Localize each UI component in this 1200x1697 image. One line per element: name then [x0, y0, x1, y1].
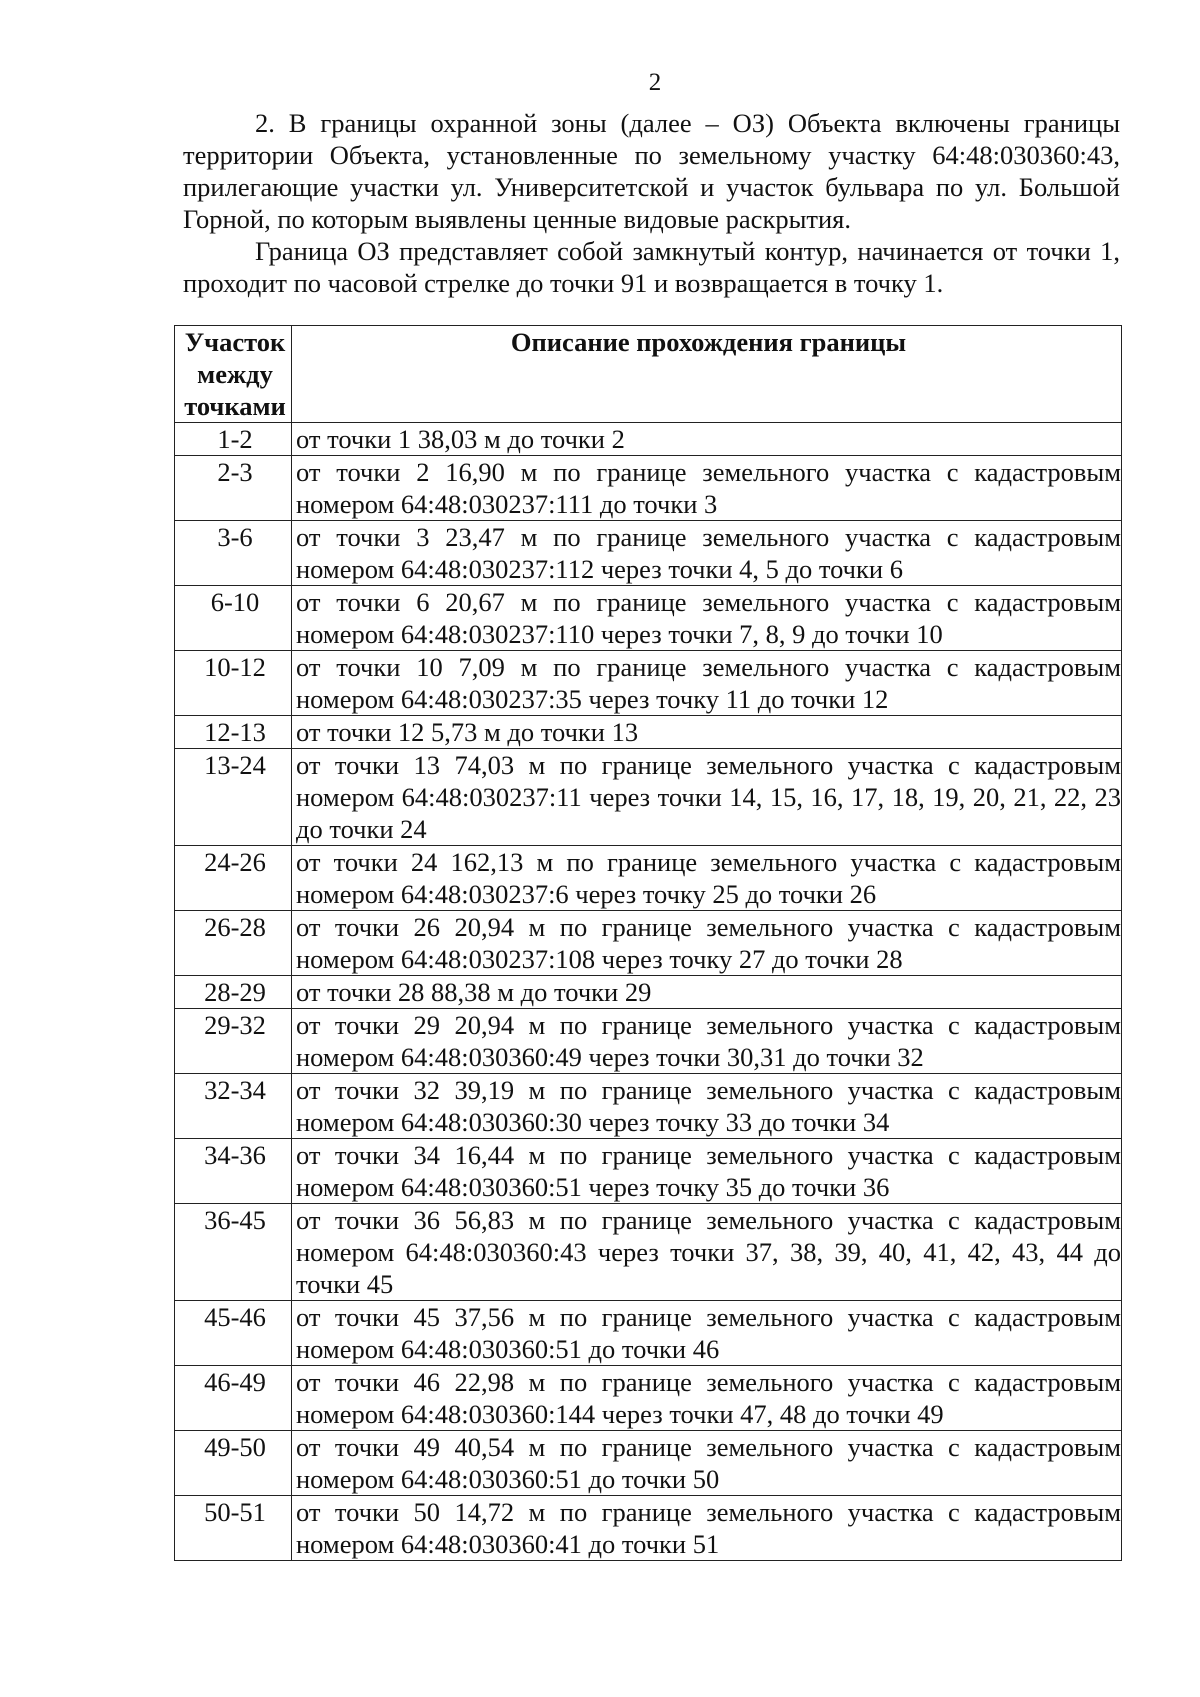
description-cell: от точки 34 16,44 м по границе земельного участка с кадастровым номером 64:48:030360:51 через точку 35 до точки 36 — [292, 1139, 1122, 1204]
table-row — [175, 423, 1122, 456]
description-cell: от точки 45 37,56 м по границе земельного участка с кадастровым номером 64:48:030360:51 до точки 46 — [292, 1301, 1122, 1366]
segment-cell: 6-10 — [175, 586, 292, 651]
table-row — [175, 456, 1122, 521]
segment-cell: 2-3 — [175, 456, 292, 521]
description-cell: от точки 1 38,03 м до точки 2 — [292, 423, 1122, 456]
segment-cell: 34-36 — [175, 1139, 292, 1204]
table-row — [175, 1431, 1122, 1496]
segment-cell: 10-12 — [175, 651, 292, 716]
table-body — [175, 423, 1122, 1561]
segment-cell: 46-49 — [175, 1366, 292, 1431]
segment-cell: 3-6 — [175, 521, 292, 586]
table-row — [175, 1366, 1122, 1431]
table-row — [175, 1204, 1122, 1301]
segment-cell: 49-50 — [175, 1431, 292, 1496]
description-cell: от точки 26 20,94 м по границе земельного участка с кадастровым номером 64:48:030237:108 через точку 27 до точки 28 — [292, 911, 1122, 976]
intro-text — [183, 107, 1120, 299]
table-row — [175, 586, 1122, 651]
description-cell: от точки 2 16,90 м по границе земельного участка с кадастровым номером 64:48:030237:111 до точки 3 — [292, 456, 1122, 521]
description-cell: от точки 49 40,54 м по границе земельного участка с кадастровым номером 64:48:030360:51 до точки 50 — [292, 1431, 1122, 1496]
segment-cell: 12-13 — [175, 716, 292, 749]
header-line: Участок — [184, 327, 286, 357]
table-row — [175, 1496, 1122, 1561]
table-row — [175, 521, 1122, 586]
segment-cell: 32-34 — [175, 1074, 292, 1139]
segment-cell: 50-51 — [175, 1496, 292, 1561]
table-row — [175, 846, 1122, 911]
intro-paragraph: Граница ОЗ представляет собой замкнутый контур, начинается от точки 1, проходит по часовой стрелке до точки 91 и возвращается в точку 1. — [183, 236, 1120, 298]
table-row — [175, 749, 1122, 846]
segment-column-header — [175, 326, 292, 423]
header-line: точками — [184, 391, 286, 421]
description-cell: от точки 36 56,83 м по границе земельного участка с кадастровым номером 64:48:030360:43 через точки 37, 38, 39, 40, 41, 42, 43, 44 до точки 45 — [292, 1204, 1122, 1301]
intro-paragraph: 2. В границы охранной зоны (далее – ОЗ) Объекта включены границы территории Объекта, установленные по земельному участку 64:48:030360:43, прилегающие участки ул. Университетской и участок бульвара по ул. Большой Горной, по которым выявлены ценные видовые раскрытия. — [183, 108, 1120, 234]
segment-cell: 13-24 — [175, 749, 292, 846]
table-row — [175, 716, 1122, 749]
header-line: между — [197, 359, 273, 389]
segment-cell: 1-2 — [175, 423, 292, 456]
segment-cell: 26-28 — [175, 911, 292, 976]
segment-cell: 29-32 — [175, 1009, 292, 1074]
boundary-table — [174, 325, 1122, 1561]
segment-cell: 28-29 — [175, 976, 292, 1009]
description-cell: от точки 29 20,94 м по границе земельного участка с кадастровым номером 64:48:030360:49 через точки 30,31 до точки 32 — [292, 1009, 1122, 1074]
table-row — [175, 1074, 1122, 1139]
description-cell: от точки 13 74,03 м по границе земельного участка с кадастровым номером 64:48:030237:11 через точки 14, 15, 16, 17, 18, 19, 20, 21, 22, 23 до точки 24 — [292, 749, 1122, 846]
segment-cell: 36-45 — [175, 1204, 292, 1301]
page-number: 2 — [648, 69, 662, 96]
description-cell: от точки 6 20,67 м по границе земельного участка с кадастровым номером 64:48:030237:110 через точки 7, 8, 9 до точки 10 — [292, 586, 1122, 651]
description-cell: от точки 3 23,47 м по границе земельного участка с кадастровым номером 64:48:030237:112 через точки 4, 5 до точки 6 — [292, 521, 1122, 586]
description-column-header: Описание прохождения границы — [292, 326, 1122, 423]
description-cell: от точки 10 7,09 м по границе земельного участка с кадастровым номером 64:48:030237:35 через точку 11 до точки 12 — [292, 651, 1122, 716]
table-row — [175, 1009, 1122, 1074]
table-row — [175, 651, 1122, 716]
table-row — [175, 976, 1122, 1009]
table-row — [175, 911, 1122, 976]
description-cell: от точки 28 88,38 м до точки 29 — [292, 976, 1122, 1009]
description-cell: от точки 46 22,98 м по границе земельного участка с кадастровым номером 64:48:030360:144 через точки 47, 48 до точки 49 — [292, 1366, 1122, 1431]
segment-cell: 24-26 — [175, 846, 292, 911]
description-cell: от точки 32 39,19 м по границе земельного участка с кадастровым номером 64:48:030360:30 через точку 33 до точки 34 — [292, 1074, 1122, 1139]
table-row — [175, 1139, 1122, 1204]
table-row — [175, 1301, 1122, 1366]
table-header-row — [175, 326, 1122, 423]
segment-cell: 45-46 — [175, 1301, 292, 1366]
description-cell: от точки 50 14,72 м по границе земельного участка с кадастровым номером 64:48:030360:41 до точки 51 — [292, 1496, 1122, 1561]
description-cell: от точки 12 5,73 м до точки 13 — [292, 716, 1122, 749]
description-cell: от точки 24 162,13 м по границе земельного участка с кадастровым номером 64:48:030237:6 через точку 25 до точки 26 — [292, 846, 1122, 911]
